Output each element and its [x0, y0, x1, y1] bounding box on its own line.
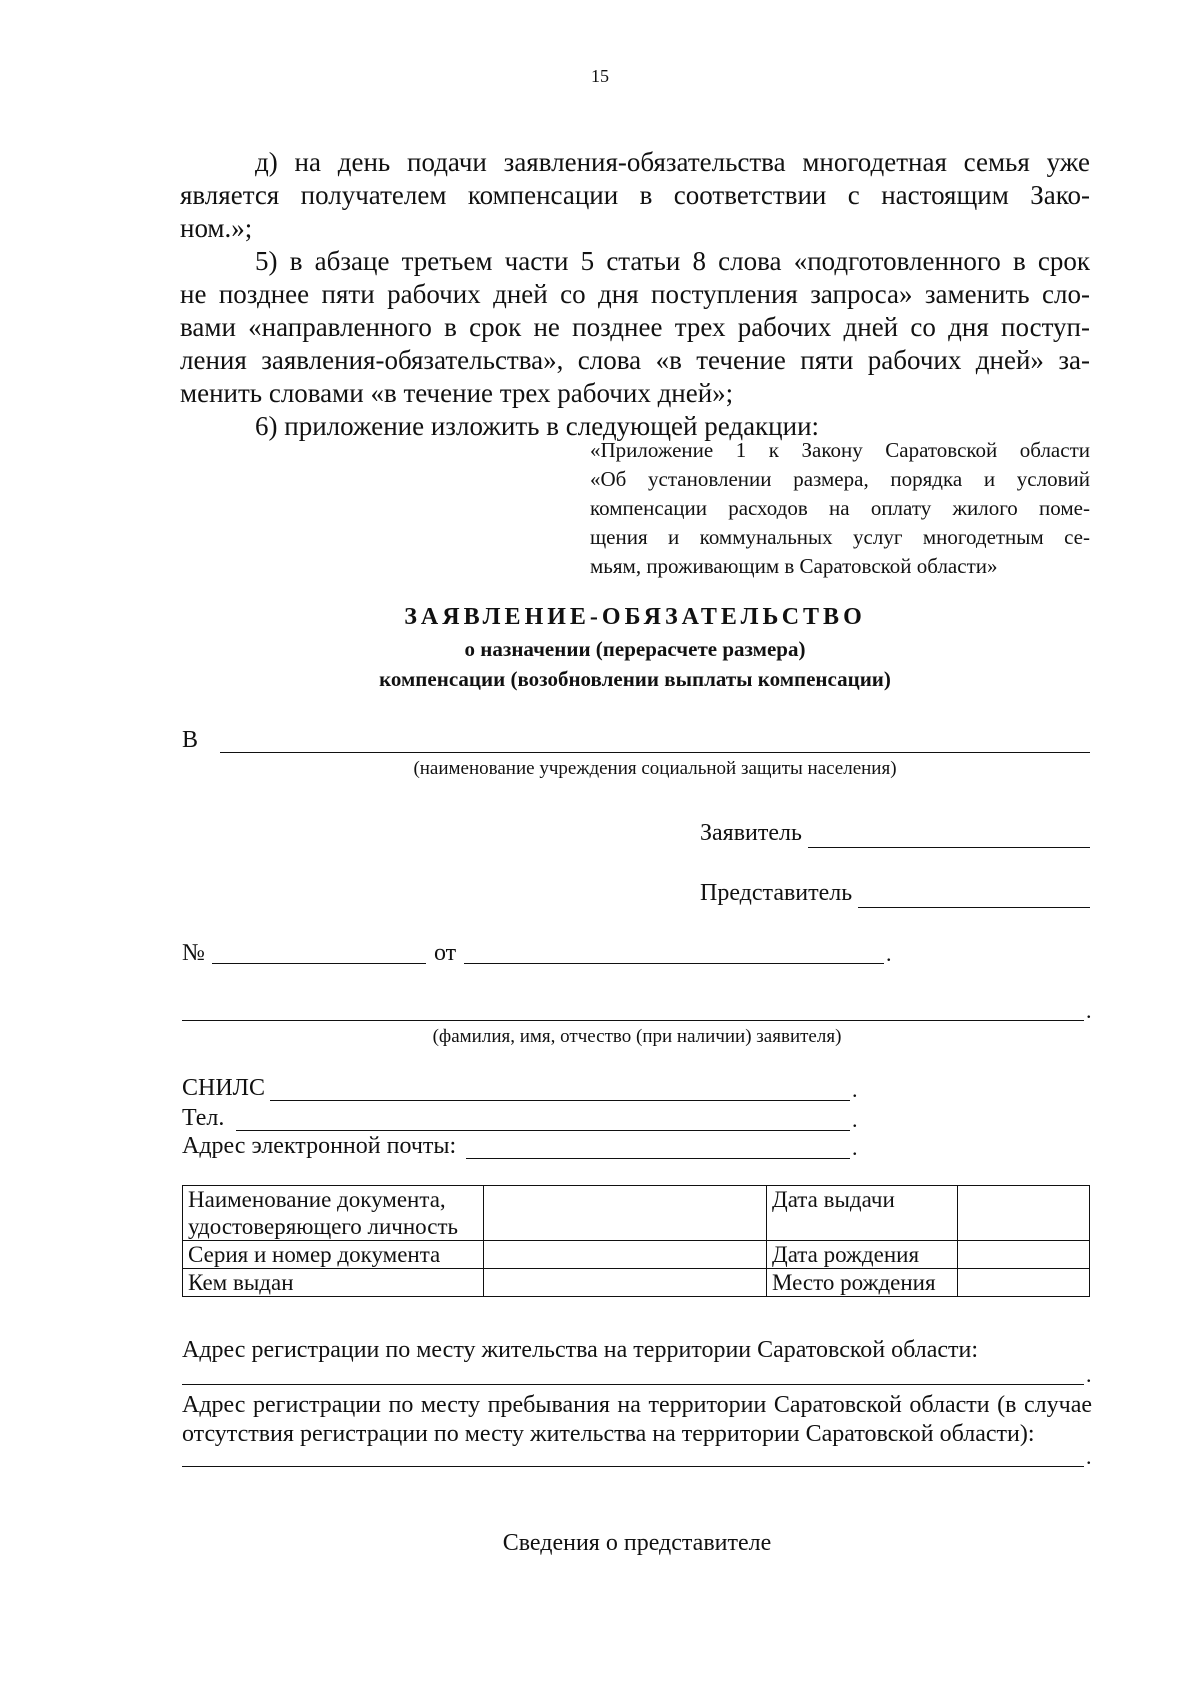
snils-label: СНИЛС	[182, 1075, 265, 1101]
identity-document-table	[182, 1185, 1090, 1297]
punctuation-dot: .	[852, 1135, 858, 1160]
appendix-note-line: щения и коммунальных услуг многодетным се-	[590, 525, 1090, 549]
document-number-input[interactable]	[484, 1241, 767, 1269]
representative-section-title: Сведения о представителе	[502, 1530, 772, 1556]
paragraph-line: вами «направленного в срок не позднее трех рабочих дней со дня поступ-	[180, 312, 1090, 342]
punctuation-dot: .	[852, 1077, 858, 1102]
paragraph-5	[180, 245, 1090, 410]
paragraph-line: менить словами «в течение трех рабочих дней»;	[180, 378, 734, 408]
table-row	[183, 1241, 1090, 1269]
from-label: от	[434, 940, 457, 966]
document-name-input[interactable]	[484, 1186, 767, 1241]
appendix-note-line: мьям, проживающим в Саратовской области»	[590, 554, 998, 578]
table-cell-label: Место рождения	[767, 1269, 958, 1297]
page-number: 15	[591, 66, 609, 86]
paragraph-line: является получателем компенсации в соответствии с настоящим Зако-	[180, 180, 1090, 210]
number-field[interactable]	[212, 963, 426, 964]
stay-address-label-line: Адрес регистрации по месту пребывания на территории Саратовской области (в случае	[182, 1392, 1092, 1418]
birth-date-input[interactable]	[958, 1241, 1090, 1269]
appendix-note	[590, 436, 1090, 581]
table-cell-label	[183, 1186, 484, 1241]
paragraph-line: д) на день подачи заявления-обязательства многодетная семья уже	[255, 147, 1090, 177]
paragraph-line: 5) в абзаце третьем части 5 статьи 8 слова «подготовленного в срок	[255, 246, 1090, 276]
form-subtitle: компенсации (возобновлении выплаты компенсации)	[379, 667, 891, 691]
phone-label: Тел.	[182, 1105, 225, 1131]
applicant-field[interactable]	[808, 847, 1090, 848]
punctuation-dot: .	[852, 1107, 858, 1132]
representative-field[interactable]	[858, 907, 1090, 908]
table-cell-label: Серия и номер документа	[183, 1241, 484, 1269]
table-cell-label: Дата выдачи	[767, 1186, 958, 1241]
paragraph-line: ления заявления-обязательства», слова «в течение пяти рабочих дней» за-	[180, 345, 1090, 375]
stay-address-label-line: отсутствия регистрации по месту жительства на территории Саратовской области):	[182, 1421, 1035, 1447]
table-row	[183, 1186, 1090, 1241]
residence-address-field[interactable]	[182, 1384, 1084, 1385]
fio-caption: (фамилия, имя, отчество (при наличии) заявителя)	[432, 1026, 842, 1047]
email-field[interactable]	[466, 1158, 850, 1159]
phone-field[interactable]	[236, 1130, 850, 1131]
number-label: №	[182, 940, 205, 966]
stay-address-field[interactable]	[182, 1466, 1084, 1467]
to-label: В	[182, 727, 199, 753]
institution-caption: (наименование учреждения социальной защиты населения)	[413, 758, 897, 779]
punctuation-dot: .	[1086, 1444, 1092, 1469]
form-title: ЗАЯВЛЕНИЕ-ОБЯЗАТЕЛЬСТВО	[404, 604, 866, 630]
appendix-note-line: «Об установлении размера, порядка и условий	[590, 467, 1090, 491]
email-label: Адрес электронной почты:	[182, 1133, 457, 1159]
issue-date-input[interactable]	[958, 1186, 1090, 1241]
applicant-label: Заявитель	[700, 820, 802, 846]
date-field[interactable]	[464, 963, 884, 964]
table-cell-label: Кем выдан	[183, 1269, 484, 1297]
cell-text: Наименование документа,	[188, 1187, 446, 1212]
paragraph-line: ном.»;	[180, 213, 253, 243]
cell-text: удостоверяющего личность	[188, 1214, 458, 1239]
paragraph-d	[180, 146, 1090, 245]
paragraph-line: 6) приложение изложить в следующей редакции:	[255, 411, 820, 441]
table-row	[183, 1269, 1090, 1297]
residence-address-label: Адрес регистрации по месту жительства на территории Саратовской области:	[182, 1337, 979, 1363]
paragraph-line: не позднее пяти рабочих дней со дня поступления запроса» заменить сло-	[180, 279, 1090, 309]
form-subtitle: о назначении (перерасчете размера)	[464, 637, 806, 661]
issued-by-input[interactable]	[484, 1269, 767, 1297]
table-cell-label: Дата рождения	[767, 1241, 958, 1269]
appendix-note-line: «Приложение 1 к Закону Саратовской области	[590, 438, 1090, 462]
representative-label: Представитель	[700, 880, 853, 906]
birth-place-input[interactable]	[958, 1269, 1090, 1297]
snils-field[interactable]	[270, 1100, 850, 1101]
fio-field[interactable]	[182, 1020, 1084, 1021]
institution-field[interactable]	[220, 752, 1090, 753]
punctuation-dot: .	[886, 941, 892, 966]
punctuation-dot: .	[1086, 998, 1092, 1023]
punctuation-dot: .	[1086, 1362, 1092, 1387]
appendix-note-line: компенсации расходов на оплату жилого поме-	[590, 496, 1090, 520]
